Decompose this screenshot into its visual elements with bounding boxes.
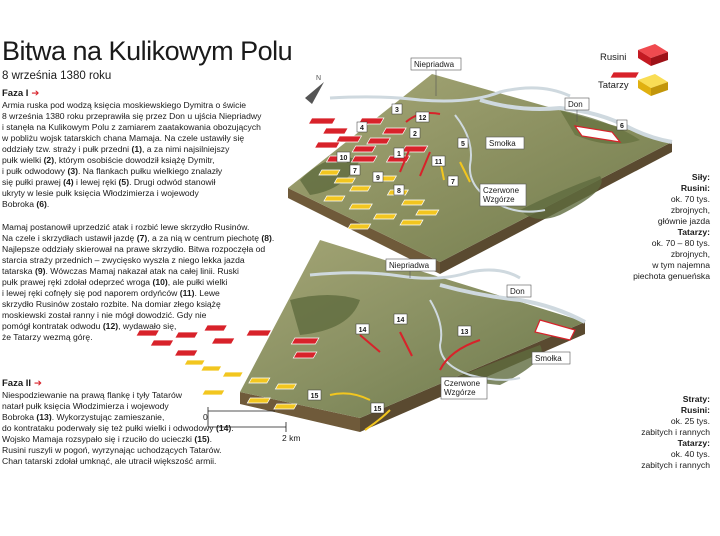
stat-line: zbrojnych, xyxy=(670,249,710,259)
map2-text-niepriadwa: Niepriadwa xyxy=(389,261,430,270)
map2-label-wzgorze xyxy=(441,377,487,399)
unit-reference: (11) xyxy=(179,288,195,298)
scale-max: 2 km xyxy=(282,433,301,443)
unit-number-text: 15 xyxy=(373,406,382,413)
unit-reference: (12) xyxy=(102,321,119,331)
phase-2-title: Faza II xyxy=(2,378,32,389)
phase-2-paragraph: Niespodziewanie na prawą flankę i tyły Tatarów natarł pułk księcia Włodzimierza i wojewody Bobroka (13). Wykorzystując zamieszanie, do kontrataku poderwały się też pułki wielki i odwodowy (14). Wojsko Mamaja rozsypało się i rzuciło do ucieczki (15). Rusini ruszyli w pogoń, wyrzynając uchodzących Tatarów. Chan tatarski zdołał umknąć, ale utracił większość armii. xyxy=(2,390,234,466)
scale-zero: 0 xyxy=(203,412,208,422)
unit-number-badge xyxy=(373,172,383,182)
stat-line: Tatarzy: xyxy=(677,438,710,448)
unit-number-badge xyxy=(308,390,321,400)
stat-line: Rusini: xyxy=(680,183,710,193)
stat-line: w tym najemna xyxy=(652,260,710,270)
unit-reference: (1) xyxy=(131,144,142,154)
stat-line: ok. 70 tys. xyxy=(670,194,710,204)
legend-rus-label: Rusini xyxy=(600,52,627,63)
stat-line: Rusini: xyxy=(680,405,710,415)
unit-number-text: 2 xyxy=(413,131,417,138)
unit-reference: (3) xyxy=(67,166,78,176)
unit-number-badge xyxy=(357,122,367,132)
phase-1-paragraph: Armia ruska pod wodzą księcia moskiewskiego Dymitra o świcie 8 września 1380 roku przeprawiła się przez Don u ujścia Niepriadwy i stanęła na Kulikowym Polu z zamiarem zaatakowania obozujących w pobliżu wojsk tatarskich chana Mamaja. Na czele ustawiły się oddziały tzw. straży i pułk przedni (1), a za nimi najsilniejszy pułk wielki (2), którym osobiście dowodził książę Dymitr, i pułk odwodowy (3). Na flankach pułku wielkiego znalazły się pułki prawej (4) i lewej ręki (5). Drugi odwód stanowił ukryty w lesie pułk księcia Włodzimierza i wojewody Bobroka (6). xyxy=(2,100,262,209)
unit-number-text: 5 xyxy=(461,141,465,148)
forces-title: Siły: xyxy=(691,172,710,182)
unit-number-badge xyxy=(394,148,404,158)
unit-reference: (10) xyxy=(152,277,168,287)
legend-tat-label: Tatarzy xyxy=(598,80,629,91)
stat-line: zabitych i rannych xyxy=(641,460,710,470)
north-arrow-icon xyxy=(305,75,324,104)
stat-line: ok. 40 tys. xyxy=(670,449,710,459)
unit-number-badge xyxy=(394,185,404,195)
map1-text-don: Don xyxy=(568,100,583,109)
unit-number-badge xyxy=(394,314,407,324)
unit-number-badge xyxy=(356,324,369,334)
unit-reference: (6) xyxy=(36,199,47,209)
unit-number-badge xyxy=(337,152,350,162)
unit-number-text: 13 xyxy=(460,329,469,336)
unit-number-text: 8 xyxy=(397,188,401,195)
arrow-right-icon: ➔ xyxy=(31,88,40,99)
losses-summary xyxy=(641,394,710,471)
unit-number-badge xyxy=(392,104,402,114)
stat-line: ok. 25 tys. xyxy=(670,416,710,426)
legend-tat-swatch xyxy=(638,74,668,96)
map2-text-wzgorze: Czerwone Wzgórze xyxy=(444,379,481,397)
map2-label-smolka xyxy=(532,352,570,364)
unit-number-badge xyxy=(410,128,420,138)
unit-reference: (14) xyxy=(216,423,232,433)
page-title: Bitwa na Kulikowym Polu xyxy=(2,36,293,66)
unit-number-text: 15 xyxy=(310,393,319,400)
map1-text-smolka: Smołka xyxy=(489,139,516,148)
stat-line: ok. 70 – 80 tys. xyxy=(651,238,710,248)
unit-reference: (7) xyxy=(136,233,148,243)
unit-number-badge xyxy=(371,403,384,413)
page-subtitle: 8 września 1380 roku xyxy=(2,70,112,82)
unit-number-text: 1 xyxy=(397,151,401,158)
unit-number-text: 12 xyxy=(418,115,427,122)
unit-number-badge xyxy=(617,120,627,130)
stat-line: głównie jazda xyxy=(657,216,710,226)
forces-lines xyxy=(633,183,710,282)
unit-number-text: 7 xyxy=(353,168,357,175)
map2-text-smolka: Smołka xyxy=(535,354,562,363)
unit-reference: (8) xyxy=(261,233,272,243)
unit-reference: (4) xyxy=(63,177,74,187)
legend-rus-swatch xyxy=(638,44,668,66)
stat-line: piechota genueńska xyxy=(633,271,710,281)
unit-number-badge xyxy=(350,165,360,175)
unit-number-text: 7 xyxy=(451,179,455,186)
unit-number-text: 14 xyxy=(358,327,367,334)
unit-number-text: 10 xyxy=(339,155,348,162)
unit-number-badge xyxy=(448,176,458,186)
phase-1-paragraph: Mamaj postanowił uprzedzić atak i rozbić lewe skrzydło Rusinów. Na czele i skrzydłach ustawił jazdę (7), a za nią w centrum piechotę (8). Najlepsze oddziały skierował na prawe skrzydło. Bitwa rozpoczęła od starcia straży przednich – zwycięsko wyszła z niego lekka jazda tatarska (9). Wówczas Mamaj nakazał atak na całej linii. Ruski pułk prawej ręki zdołał odeprzeć wroga (10), ale pułki wielki i lewej ręki cofnęły się pod naporem ordyńców (11). Lewe skrzydło Rusinów zostało rozbite. Na domiar złego książę moskiewski został ranny i nie mógł dowodzić. Gdy nie pomógł kontratak odwodu (12), wydawało się, że Tatarzy wezmą górę. xyxy=(2,222,275,342)
unit-number-text: 4 xyxy=(360,125,364,132)
phase-1-title: Faza I xyxy=(2,88,29,99)
stat-line: Tatarzy: xyxy=(677,227,710,237)
map1-label-smolka xyxy=(486,137,524,149)
losses-lines xyxy=(641,405,710,471)
forces-summary xyxy=(633,172,710,282)
map1-text-niepriadwa: Niepriadwa xyxy=(414,60,455,69)
unit-reference: (13) xyxy=(36,412,52,422)
arrow-right-icon: ➔ xyxy=(34,378,43,389)
unit-number-text: 11 xyxy=(434,159,443,166)
unit-number-badge xyxy=(432,156,445,166)
unit-number-badge xyxy=(458,326,471,336)
unit-number-badge xyxy=(416,112,429,122)
unit-reference: (5) xyxy=(118,177,130,187)
unit-number-text: 14 xyxy=(396,317,405,324)
map1-text-wzgorze: Czerwone Wzgórze xyxy=(483,186,520,204)
unit-reference: (2) xyxy=(43,155,55,165)
unit-reference: (15) xyxy=(194,434,210,444)
unit-number-text: 3 xyxy=(395,107,399,114)
north-label: N xyxy=(316,75,322,82)
phase-2-heading xyxy=(2,378,42,389)
unit-number-text: 6 xyxy=(620,123,624,130)
map1-label-wzgorze xyxy=(480,184,526,206)
map2-label-don xyxy=(507,285,531,297)
unit-number-text: 9 xyxy=(376,175,380,182)
stat-line: zbrojnych, xyxy=(670,205,710,215)
losses-title: Straty: xyxy=(682,394,710,404)
map2-text-don: Don xyxy=(510,287,525,296)
unit-reference: (9) xyxy=(34,266,46,276)
phase-1-heading xyxy=(2,88,39,99)
unit-number-badge xyxy=(458,138,468,148)
stat-line: zabitych i rannych xyxy=(641,427,710,437)
